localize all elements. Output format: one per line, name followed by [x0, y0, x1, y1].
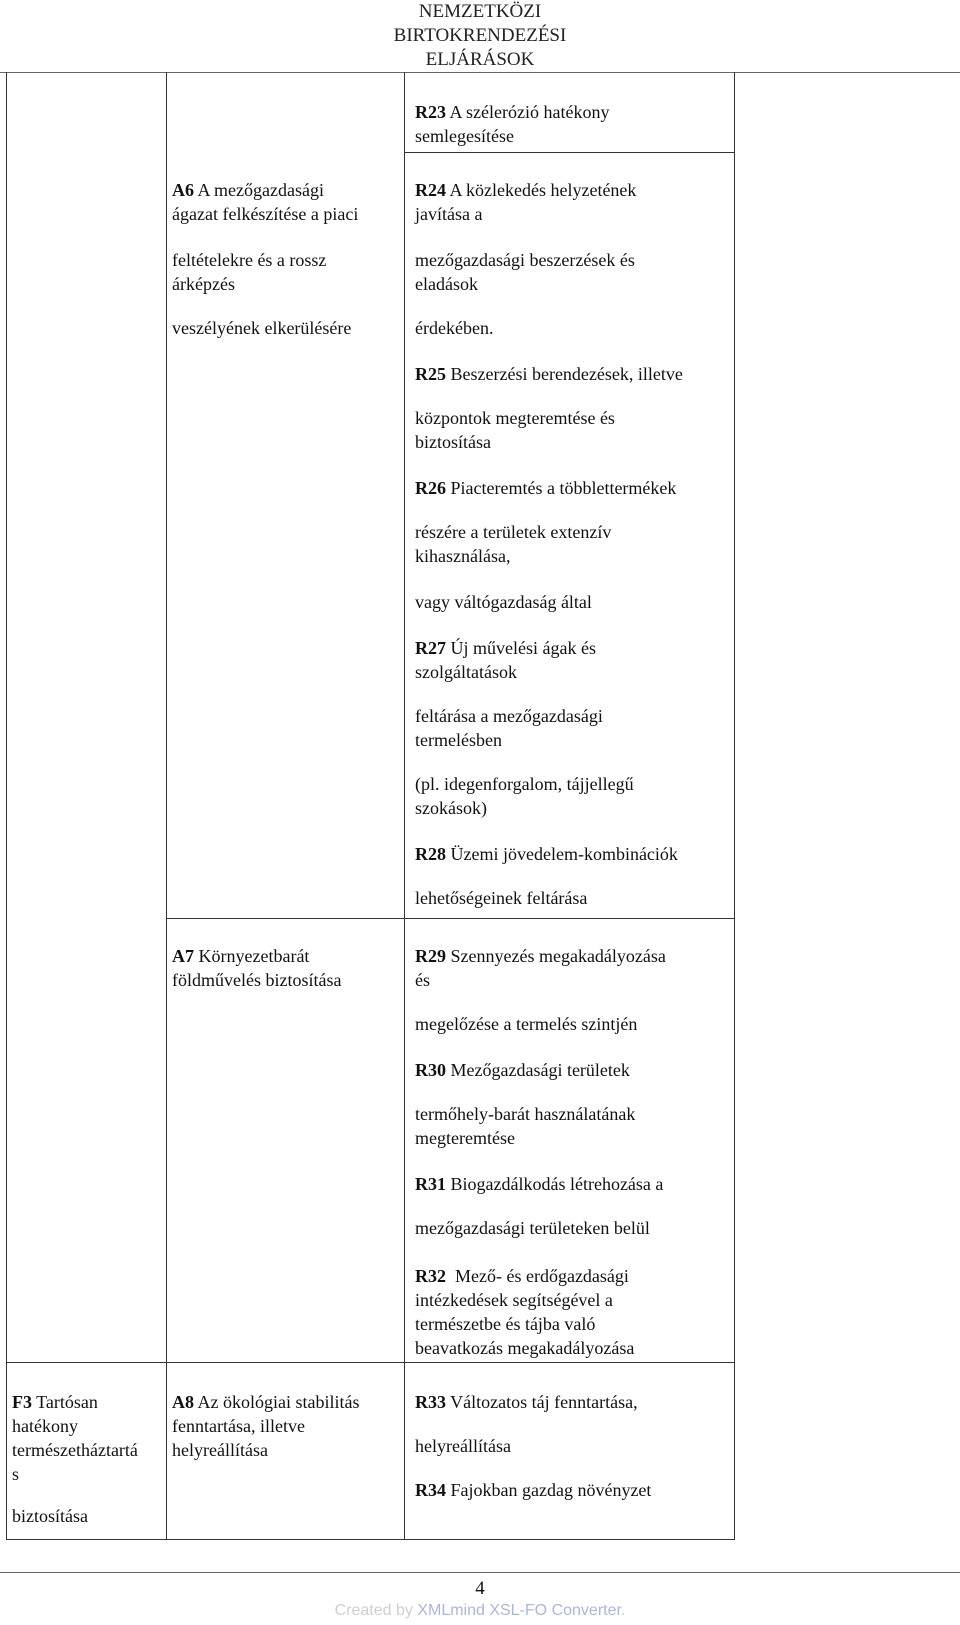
page-number: 4 [475, 1578, 485, 1599]
code-a8: A8 [172, 1392, 194, 1412]
text-r32-3: természetbe és tájba való [415, 1314, 596, 1334]
text-r27-4: termelésben [415, 730, 502, 750]
code-f3: F3 [12, 1392, 32, 1412]
cell-r27-cont [415, 704, 603, 752]
text-a8-1: Az ökológiai stabilitás [194, 1392, 360, 1412]
text-r26-2: részére a területek extenzív [415, 522, 612, 542]
cell-r28 [415, 842, 678, 866]
text-a7-2: földművelés biztosítása [172, 970, 342, 990]
cell-r33-cont [415, 1434, 511, 1458]
text-r29-2: és [415, 970, 430, 990]
code-r26: R26 [415, 478, 446, 498]
header-rule [0, 72, 960, 73]
code-r32: R32 [415, 1266, 446, 1286]
text-r29-3: megelőzése a termelés szintjén [415, 1014, 638, 1034]
watermark-suffix: . [620, 1602, 626, 1619]
cell-a7 [172, 944, 341, 992]
cell-r24-cont [415, 248, 635, 296]
text-r27-2: szolgáltatások [415, 662, 517, 682]
text-f3-1: Tartósan [32, 1392, 98, 1412]
converter-watermark [0, 1602, 960, 1620]
text-a6-5: veszélyének elkerülésére [172, 318, 352, 338]
text-r32-4: beavatkozás megakadályozása [415, 1338, 635, 1358]
watermark-brand: XMLmind XSL-FO Converter [417, 1602, 621, 1619]
text-r24-1: A közlekedés helyzetének [446, 180, 637, 200]
code-r31: R31 [415, 1174, 446, 1194]
cell-r27-cont2 [415, 772, 634, 820]
cell-r27 [415, 636, 596, 684]
code-r30: R30 [415, 1060, 446, 1080]
text-r28-1: Üzemi jövedelem-kombinációk [446, 844, 678, 864]
cell-r26-cont [415, 520, 611, 568]
text-r26-1: Piacteremtés a többlettermékek [446, 478, 677, 498]
text-r23: A szélerózió hatékony [446, 102, 610, 122]
cell-r23 [415, 100, 609, 148]
code-r23: R23 [415, 102, 446, 122]
text-r32-1: Mező- és erdőgazdasági [446, 1266, 629, 1286]
cell-r25 [415, 362, 683, 386]
text-r32-2: intézkedések segítségével a [415, 1290, 613, 1310]
text-r31-1: Biogazdálkodás létrehozása a [446, 1174, 664, 1194]
cell-r26 [415, 476, 676, 500]
cell-r26-cont2 [415, 590, 592, 614]
row-separator [6, 1362, 735, 1363]
header-line-1: NEMZETKÖZI [418, 1, 542, 22]
text-a6-1: A mezőgazdasági [194, 180, 324, 200]
code-a7: A7 [172, 946, 194, 966]
text-r24-3: mezőgazdasági beszerzések és [415, 250, 635, 270]
cell-r24 [415, 178, 636, 226]
text-r33-2: helyreállítása [415, 1436, 511, 1456]
cell-r32 [415, 1264, 634, 1360]
text-r25-1: Beszerzési berendezések, illetve [446, 364, 683, 384]
cell-r30-cont [415, 1102, 635, 1150]
header-line-3: ELJÁRÁSOK [425, 49, 535, 70]
cell-r28-cont [415, 886, 587, 910]
text-r25-3: biztosítása [415, 432, 491, 452]
text-a6-4: árképzés [172, 274, 235, 294]
table-border-bottom [6, 1539, 735, 1540]
cell-r29 [415, 944, 666, 992]
cell-a6-cont2 [172, 316, 351, 340]
cell-r31-cont [415, 1216, 650, 1240]
text-r30-1: Mezőgazdasági területek [446, 1060, 630, 1080]
text-f3-5: biztosítása [12, 1506, 88, 1526]
code-r29: R29 [415, 946, 446, 966]
text-r33-1: Változatos táj fenntartása, [446, 1392, 638, 1412]
text-a6-3: feltételekre és a rossz [172, 250, 327, 270]
text-r27-5: (pl. idegenforgalom, tájjellegű [415, 774, 634, 794]
code-r28: R28 [415, 844, 446, 864]
cell-r33 [415, 1390, 638, 1414]
cell-f3-cont [12, 1504, 88, 1528]
cell-r24-cont2 [415, 316, 493, 340]
cell-r25-cont [415, 406, 615, 454]
text-r23-2: semlegesítése [415, 126, 514, 146]
text-a7-1: Környezetbarát [194, 946, 310, 966]
code-r25: R25 [415, 364, 446, 384]
text-r27-6: szokások) [415, 798, 487, 818]
footer-rule [0, 1572, 960, 1573]
cell-a6 [172, 178, 358, 226]
code-r24: R24 [415, 180, 446, 200]
header-line-2: BIRTOKRENDEZÉSI [393, 25, 567, 46]
watermark-prefix: Created by [334, 1602, 418, 1619]
cell-r30 [415, 1058, 630, 1082]
text-f3-2: hatékony [12, 1416, 78, 1436]
cell-a8 [172, 1390, 359, 1462]
text-a8-3: helyreállítása [172, 1440, 268, 1460]
code-r33: R33 [415, 1392, 446, 1412]
text-r30-2: termőhely-barát használatának [415, 1104, 636, 1124]
code-a6: A6 [172, 180, 194, 200]
cell-f3 [12, 1390, 138, 1486]
text-r27-1: Új művelési ágak és [446, 638, 596, 658]
text-f3-4: s [12, 1464, 20, 1484]
code-r34: R34 [415, 1480, 446, 1500]
text-r25-2: központok megteremtése és [415, 408, 615, 428]
table-divider-1 [166, 72, 167, 1540]
table-divider-2 [404, 72, 405, 1540]
text-r24-5: érdekében. [415, 318, 494, 338]
running-header [380, 0, 580, 72]
text-r26-3: kihasználása, [415, 546, 511, 566]
text-r24-4: eladások [415, 274, 478, 294]
text-r34-1: Fajokban gazdag növényzet [446, 1480, 652, 1500]
table-border-left [6, 72, 7, 1540]
text-f3-3: természetháztartá [12, 1440, 138, 1460]
cell-r34 [415, 1478, 651, 1502]
text-r26-4: vagy váltógazdaság által [415, 592, 592, 612]
code-r27: R27 [415, 638, 446, 658]
text-a6-2: ágazat felkészítése a piaci [172, 204, 359, 224]
text-r28-2: lehetőségeinek feltárása [415, 888, 588, 908]
row-separator [166, 918, 735, 919]
row-separator [404, 152, 735, 153]
text-r29-1: Szennyezés megakadályozása [446, 946, 666, 966]
text-r31-2: mezőgazdasági területeken belül [415, 1218, 650, 1238]
text-r30-3: megteremtése [415, 1128, 515, 1148]
cell-r29-cont [415, 1012, 637, 1036]
table-border-right [734, 72, 735, 1540]
text-r27-3: feltárása a mezőgazdasági [415, 706, 603, 726]
cell-r31 [415, 1172, 663, 1196]
text-a8-2: fenntartása, illetve [172, 1416, 305, 1436]
text-r24-2: javítása a [415, 204, 483, 224]
cell-a6-cont [172, 248, 326, 296]
